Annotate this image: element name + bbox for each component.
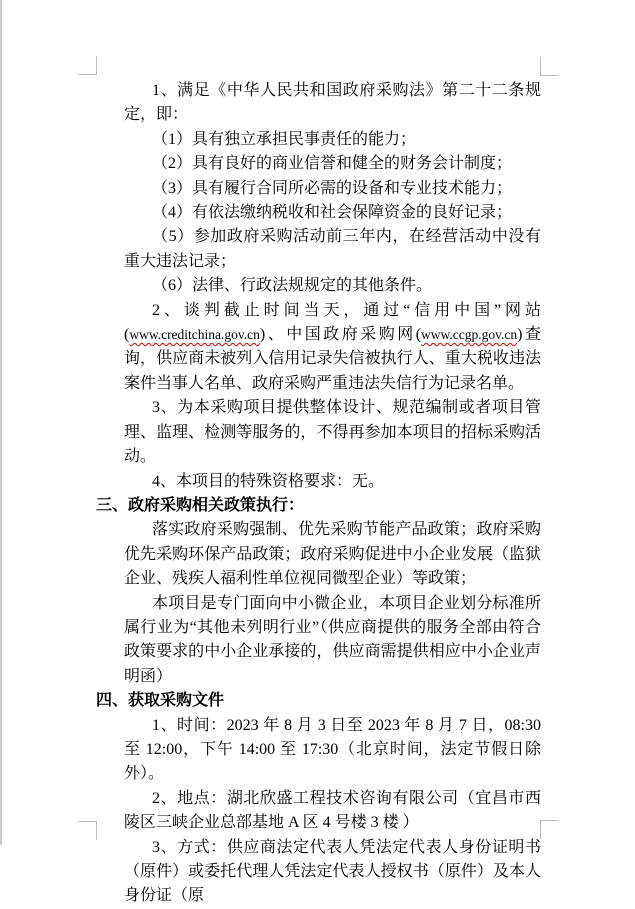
margin-crop-mark-bottom-left [78, 821, 97, 840]
margin-crop-mark-bottom-right [540, 820, 559, 839]
body-paragraph: 4、本项目的特殊资格要求：无。 [152, 472, 385, 490]
url-text: www.creditchina.gov.cn [129, 327, 260, 343]
page-left-edge-line [0, 0, 2, 845]
text-run: )、中国政府采购网( [259, 326, 422, 344]
section-heading: 四、获取采购文件 [96, 692, 225, 710]
document-body [96, 79, 541, 909]
section-heading: 三、政府采购相关政策执行： [96, 496, 305, 514]
body-paragraph: 3、方式：供应商法定代表人凭法定代表人身份证明书（原件）或委托代理人凭法定代表人授权书（原件）及本人身份证（原 [124, 838, 541, 905]
body-paragraph: 1、时间：2023 年 8 月 3 日至 2023 年 8 月 7 日，08:30 至 12:00，下午 14:00 至 17:30（北京时间，法定节假日除外）。 [124, 716, 541, 783]
body-paragraph: 2、地点：湖北欣盛工程技术咨询有限公司（宜昌市西陵区三峡企业总部基地 A 区 4 号楼 3 楼 ） [124, 789, 541, 832]
body-paragraph: （5）参加政府采购活动前三年内，在经营活动中没有重大违法记录； [124, 228, 541, 270]
text-run: 2、谈判截止时间当天，通过“信用中国”网站( [124, 301, 541, 344]
body-paragraph [96, 299, 541, 397]
url-text: www.ccgp.gov.cn [421, 327, 518, 343]
body-paragraph: （1）具有独立承担民事责任的能力； [152, 130, 417, 148]
margin-crop-mark-top-left [78, 56, 97, 75]
margin-crop-mark-top-right [540, 57, 559, 76]
text-run: )查询，供应商未被列入信用记录失信被执行人、重大税收违法案件当事人名单、政府采购严重违法失信行为记录名单。 [124, 326, 541, 392]
body-paragraph: （6）法律、行政法规规定的其他条件。 [152, 277, 433, 295]
body-paragraph: （3）具有履行合同所必需的设备和专业技术能力； [152, 179, 513, 197]
body-paragraph: 1、满足《中华人民共和国政府采购法》第二十二条规定，即： [124, 82, 541, 124]
body-paragraph: （4）有依法缴纳税收和社会保障资金的良好记录； [152, 204, 513, 222]
body-paragraph: （2）具有良好的商业信誉和健全的财务会计制度； [152, 155, 513, 173]
body-paragraph: 本项目是专门面向中小微企业，本项目企业划分标准所属行业为“其他未列明行业”（供应商提供的服务全部由符合政策要求的中小企业承接的，供应商需提供相应中小企业声明函） [124, 594, 541, 685]
body-paragraph: 3、为本采购项目提供整体设计、规范编制或者项目管理、监理、检测等服务的，不得再参加本项目的招标采购活动。 [124, 399, 541, 466]
body-paragraph: 落实政府采购强制、优先采购节能产品政策；政府采购优先采购环保产品政策；政府采购促进中小企业发展（监狱企业、残疾人福利性单位视同微型企业）等政策； [124, 521, 541, 588]
